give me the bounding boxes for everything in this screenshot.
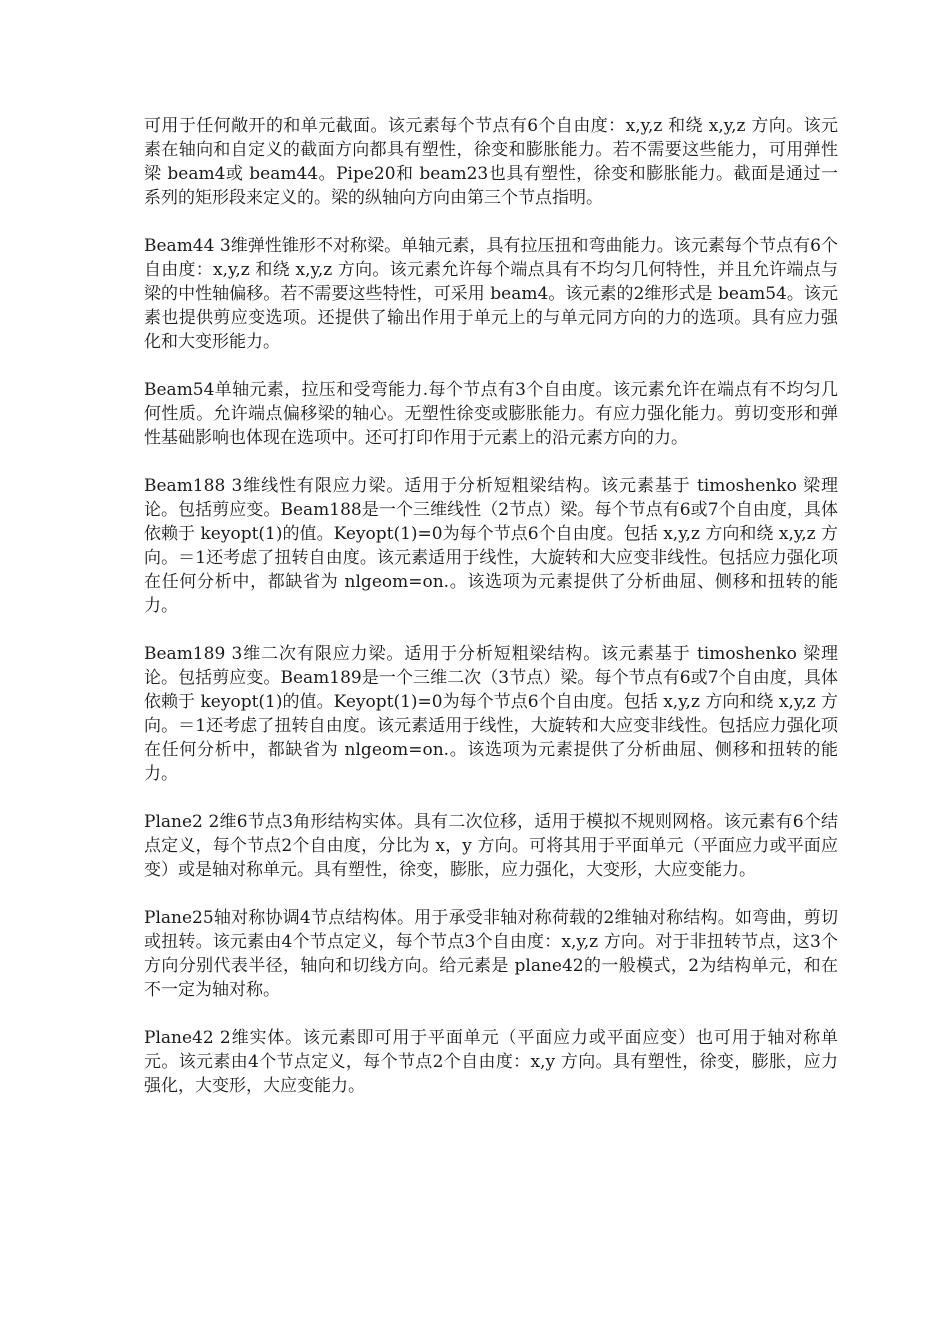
- paragraph-plane25: Plane25轴对称协调4节点结构体。用于承受非轴对称荷载的2维轴对称结构。如弯曲，剪切或扭转。该元素由4个节点定义，每个节点3个自由度：x,y,z 方向。对于非扭转节点，这3个方向分别代表半径，轴向和切线方向。给元素是 plane42的一般模式，2为结构单元，和在不一定为轴对称。: [144, 908, 838, 1000]
- document-body: [144, 114, 838, 1122]
- paragraph-plane2: Plane2 2维6节点3角形结构实体。具有二次位移，适用于模拟不规则网格。该元素有6个结点定义，每个节点2个自由度，分比为 x，y 方向。可将其用于平面单元（平面应力或平面应变）或是轴对称单元。具有塑性，徐变，膨胀，应力强化，大变形，大应变能力。: [144, 812, 838, 880]
- paragraph-beam188: Beam188 3维线性有限应力梁。适用于分析短粗梁结构。该元素基于 timoshenko 梁理论。包括剪应变。Beam188是一个三维线性（2节点）梁。每个节点有6或7个自由度，具体依赖于 keyopt(1)的值。Keyopt(1)=0为每个节点6个自由度。包括 x,y,z 方向和绕 x,y,z 方向。＝1还考虑了扭转自由度。该元素适用于线性，大旋转和大应变非线性。包括应力强化项在任何分析中，都缺省为 nlgeom=on.。该选项为元素提供了分析曲屈、侧移和扭转的能力。: [144, 476, 838, 616]
- paragraph-beam-intro: 可用于任何敞开的和单元截面。该元素每个节点有6个自由度：x,y,z 和绕 x,y,z 方向。该元素在轴向和自定义的截面方向都具有塑性，徐变和膨胀能力。若不需要这些能力，可用弹性梁 beam4或 beam44。Pipe20和 beam23也具有塑性，徐变和膨胀能力。截面是通过一系列的矩形段来定义的。梁的纵轴向方向由第三个节点指明。: [144, 116, 838, 208]
- paragraph-beam54: Beam54单轴元素，拉压和受弯能力.每个节点有3个自由度。该元素允许在端点有不均匀几何性质。允许端点偏移梁的轴心。无塑性徐变或膨胀能力。有应力强化能力。剪切变形和弹性基础影响也体现在选项中。还可打印作用于元素上的沿元素方向的力。: [144, 380, 838, 448]
- paragraph-beam44: Beam44 3维弹性锥形不对称梁。单轴元素，具有拉压扭和弯曲能力。该元素每个节点有6个自由度：x,y,z 和绕 x,y,z 方向。该元素允许每个端点具有不均匀几何特性，并且允许端点与梁的中性轴偏移。若不需要这些特性，可采用 beam4。该元素的2维形式是 beam54。该元素也提供剪应变选项。还提供了输出作用于单元上的与单元同方向的力的选项。具有应力强化和大变形能力。: [144, 236, 838, 352]
- paragraph-plane42: Plane42 2维实体。该元素即可用于平面单元（平面应力或平面应变）也可用于轴对称单元。该元素由4个节点定义，每个节点2个自由度：x,y 方向。具有塑性，徐变，膨胀，应力强化，大变形，大应变能力。: [144, 1028, 838, 1096]
- paragraph-beam189: Beam189 3维二次有限应力梁。适用于分析短粗梁结构。该元素基于 timoshenko 梁理论。包括剪应变。Beam189是一个三维二次（3节点）梁。每个节点有6或7个自由度，具体依赖于 keyopt(1)的值。Keyopt(1)=0为每个节点6个自由度。包括 x,y,z 方向和绕 x,y,z 方向。＝1还考虑了扭转自由度。该元素适用于线性，大旋转和大应变非线性。包括应力强化项在任何分析中，都缺省为 nlgeom=on.。该选项为元素提供了分析曲屈、侧移和扭转的能力。: [144, 644, 838, 784]
